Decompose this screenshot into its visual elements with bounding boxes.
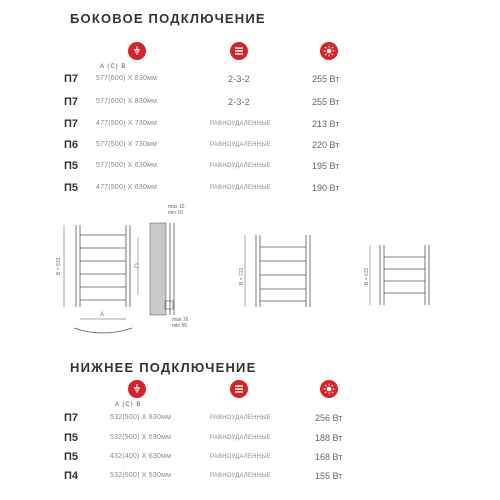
- dims-cell: 532(500) X 830мм: [110, 414, 172, 421]
- dims-cell: 532(500) X 530мм: [110, 472, 172, 479]
- power-cell: 155 Вт: [315, 471, 343, 481]
- power-cell: 190 Вт: [312, 183, 340, 193]
- heat-icon: [320, 42, 338, 60]
- bottom-section-title: НИЖНЕЕ ПОДКЛЮЧЕНИЕ: [70, 360, 257, 375]
- config-cell: РАВНОУДАЛЕННЫЕ: [210, 435, 271, 441]
- config-cell: РАВНОУДАЛЕННЫЕ: [210, 473, 271, 479]
- label-min-bottom: min 56: [172, 323, 188, 329]
- config-cell: РАВНОУДАЛЕННЫЕ: [210, 454, 271, 460]
- table-row: [0, 139, 500, 155]
- config-cell: 2-3-2: [228, 97, 251, 107]
- dims-cell: 477(500) X 630мм: [96, 184, 158, 191]
- heat-icon: [320, 380, 338, 398]
- bottom-column-header: A (C) B: [115, 402, 142, 408]
- front-view-diagram-2: [245, 235, 310, 307]
- model-cell: П7: [64, 73, 79, 85]
- model-cell: П7: [64, 412, 79, 424]
- model-cell: П6: [64, 139, 79, 151]
- model-cell: П5: [64, 451, 79, 463]
- front-view-diagram-3: [370, 245, 429, 305]
- power-cell: 195 Вт: [312, 161, 340, 171]
- model-cell: П5: [64, 432, 79, 444]
- table-row: [0, 412, 500, 428]
- model-cell: П4: [64, 470, 79, 482]
- model-cell: П7: [64, 118, 79, 130]
- power-cell: 255 Вт: [312, 74, 340, 84]
- list-icon: [230, 42, 248, 60]
- table-row: [0, 160, 500, 176]
- label-b-832: B = 832: [56, 257, 62, 275]
- dims-cell: 577(600) X 830мм: [96, 75, 158, 82]
- label-max-bottom: max 76: [172, 317, 189, 323]
- table-row: [0, 73, 500, 89]
- model-cell: П5: [64, 160, 79, 172]
- side-section-title: БОКОВОЕ ПОДКЛЮЧЕНИЕ: [70, 11, 266, 26]
- label-b-732: B = 732: [239, 267, 245, 285]
- label-a: A: [100, 312, 105, 318]
- config-cell: РАВНОУДАЛЕННЫЕ: [210, 185, 271, 191]
- model-cell: П5: [64, 182, 79, 194]
- label-b-632: B = 632: [364, 267, 370, 285]
- dims-cell: 577(600) X 830мм: [96, 98, 158, 105]
- config-cell: РАВНОУДАЛЕННЫЕ: [210, 142, 271, 148]
- config-cell: РАВНОУДАЛЕННЫЕ: [210, 121, 271, 127]
- dims-cell: 477(500) X 730мм: [96, 120, 158, 127]
- connection-icon: [128, 42, 146, 60]
- config-cell: РАВНОУДАЛЕННЫЕ: [210, 415, 271, 421]
- dims-cell: 532(500) X 630мм: [110, 434, 172, 441]
- config-cell: РАВНОУДАЛЕННЫЕ: [210, 163, 271, 169]
- technical-diagrams: [0, 195, 500, 355]
- table-row: [0, 118, 500, 134]
- table-row: [0, 96, 500, 112]
- label-c: C: [134, 264, 139, 270]
- table-row: [0, 451, 500, 467]
- connection-icon: [128, 380, 146, 398]
- label-min-top: min 10: [168, 210, 184, 216]
- side-view-diagram: [150, 223, 174, 315]
- power-cell: 255 Вт: [312, 97, 340, 107]
- dims-cell: 577(500) X 730мм: [96, 141, 158, 148]
- config-cell: 2-3-2: [228, 74, 251, 84]
- dims-cell: 432(400) X 630мм: [110, 453, 172, 460]
- table-row: [0, 470, 500, 486]
- power-cell: 220 Вт: [312, 140, 340, 150]
- side-column-header: A (C) B: [100, 64, 127, 70]
- dims-cell: 577(500) X 630мм: [96, 162, 158, 169]
- model-cell: П7: [64, 96, 79, 108]
- power-cell: 188 Вт: [315, 433, 343, 443]
- power-cell: 256 Вт: [315, 413, 343, 423]
- power-cell: 213 Вт: [312, 119, 340, 129]
- label-max-top: max 10: [168, 204, 185, 210]
- list-icon: [230, 380, 248, 398]
- power-cell: 168 Вт: [315, 452, 343, 462]
- table-row: [0, 432, 500, 448]
